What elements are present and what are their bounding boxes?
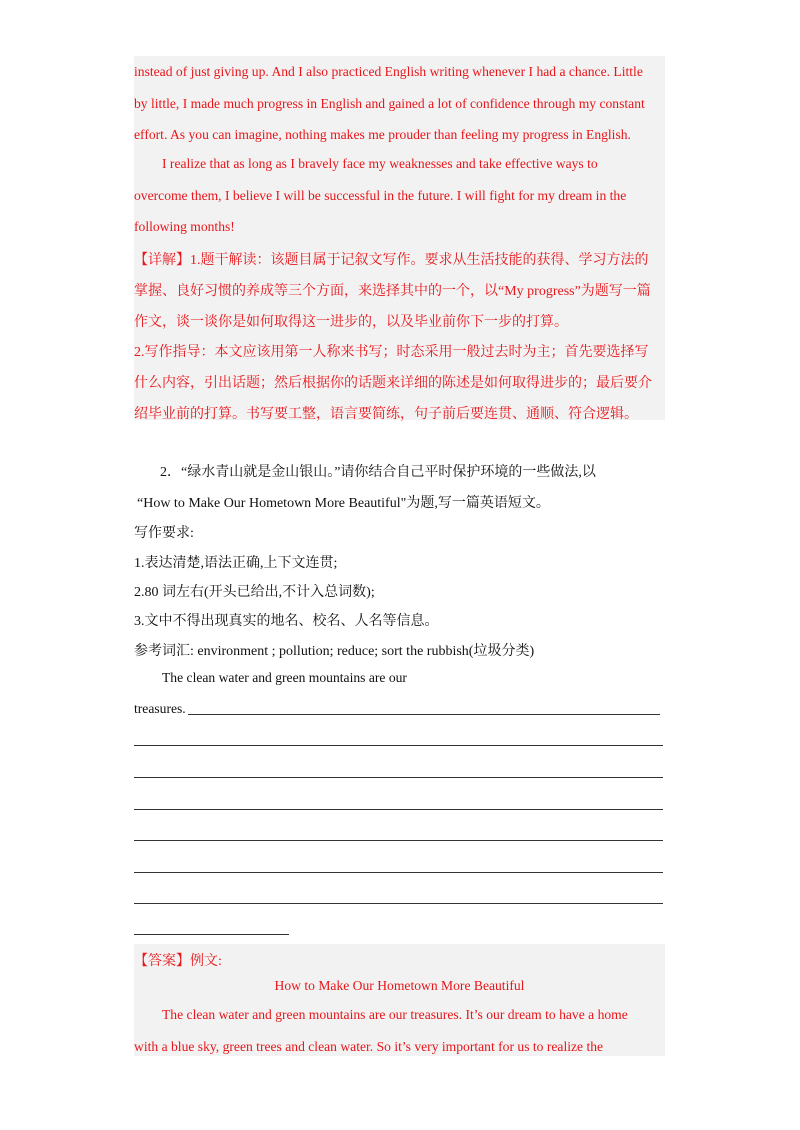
analysis-line: 作文，谈一谈你是如何取得这一进步的，以及毕业前你下一步的打算。 xyxy=(134,315,568,330)
writing-line xyxy=(188,714,660,715)
writing-line xyxy=(134,840,663,841)
writing-line xyxy=(134,777,663,778)
analysis-line: 绍毕业前的打算。书写要工整，语言要简练，句子前后要连贯、通顺、符合逻辑。 xyxy=(134,407,638,422)
analysis-line: 【详解】1.题干解读：该题目属于记叙文写作。要求从生活技能的获得、学习方法的 xyxy=(134,253,649,268)
model-essay-title: How to Make Our Hometown More Beautiful xyxy=(274,978,525,993)
requirements-title: 写作要求: xyxy=(134,526,194,541)
question-prompt: 2．“绿水青山就是金山银山。”请你结合自己平时保护环境的一些做法,以 xyxy=(160,465,596,480)
writing-line xyxy=(134,934,289,935)
requirement-item: 2.80 词左右(开头已给出,不计入总词数); xyxy=(134,585,375,600)
model-essay-line: The clean water and green mountains are our treasures. It’s our dream to have a home xyxy=(162,1007,628,1022)
analysis-line: 2.写作指导：本文应该用第一人称来书写；时态采用一般过去时为主；首先要选择写 xyxy=(134,345,649,360)
writing-line xyxy=(134,809,663,810)
model-essay-line: with a blue sky, green trees and clean water. So it’s very important for us to realize the xyxy=(134,1039,604,1054)
requirement-item: 1.表达清楚,语法正确,上下文连贯; xyxy=(134,556,338,571)
answer-text-line: I realize that as long as I bravely face my weaknesses and take effective ways to xyxy=(162,156,598,171)
answer-text-line: following months! xyxy=(134,219,235,234)
answer-text-line: instead of just giving up. And I also practiced English writing whenever I had a chance. Little xyxy=(134,64,643,79)
analysis-line: 掌握、良好习惯的养成等三个方面，来选择其中的一个，以“My progress”为题写一篇 xyxy=(134,284,651,299)
answer-text-line: by little, I made much progress in English and gained a lot of confidence through my constant xyxy=(134,96,645,111)
question-prompt: “How to Make Our Hometown More Beautiful"为题,写一篇英语短文。 xyxy=(137,496,550,511)
essay-opening: The clean water and green mountains are our xyxy=(162,670,407,685)
answer-text-line: effort. As you can imagine, nothing makes me prouder than feeling my progress in English. xyxy=(134,127,631,142)
reference-vocabulary: 参考词汇: environment ; pollution; reduce; sort the rubbish(垃圾分类) xyxy=(134,644,535,659)
writing-line xyxy=(134,872,663,873)
essay-opening: treasures. xyxy=(134,701,186,716)
writing-line xyxy=(134,745,663,746)
analysis-line: 什么内容，引出话题；然后根据你的话题来详细的陈述是如何取得进步的；最后要介 xyxy=(134,376,652,391)
answer-label: 【答案】例文: xyxy=(134,954,222,969)
answer-text-line: overcome them, I believe I will be successful in the future. I will fight for my dream in the xyxy=(134,188,627,203)
requirement-item: 3.文中不得出现真实的地名、校名、人名等信息。 xyxy=(134,614,439,629)
writing-line xyxy=(134,903,663,904)
